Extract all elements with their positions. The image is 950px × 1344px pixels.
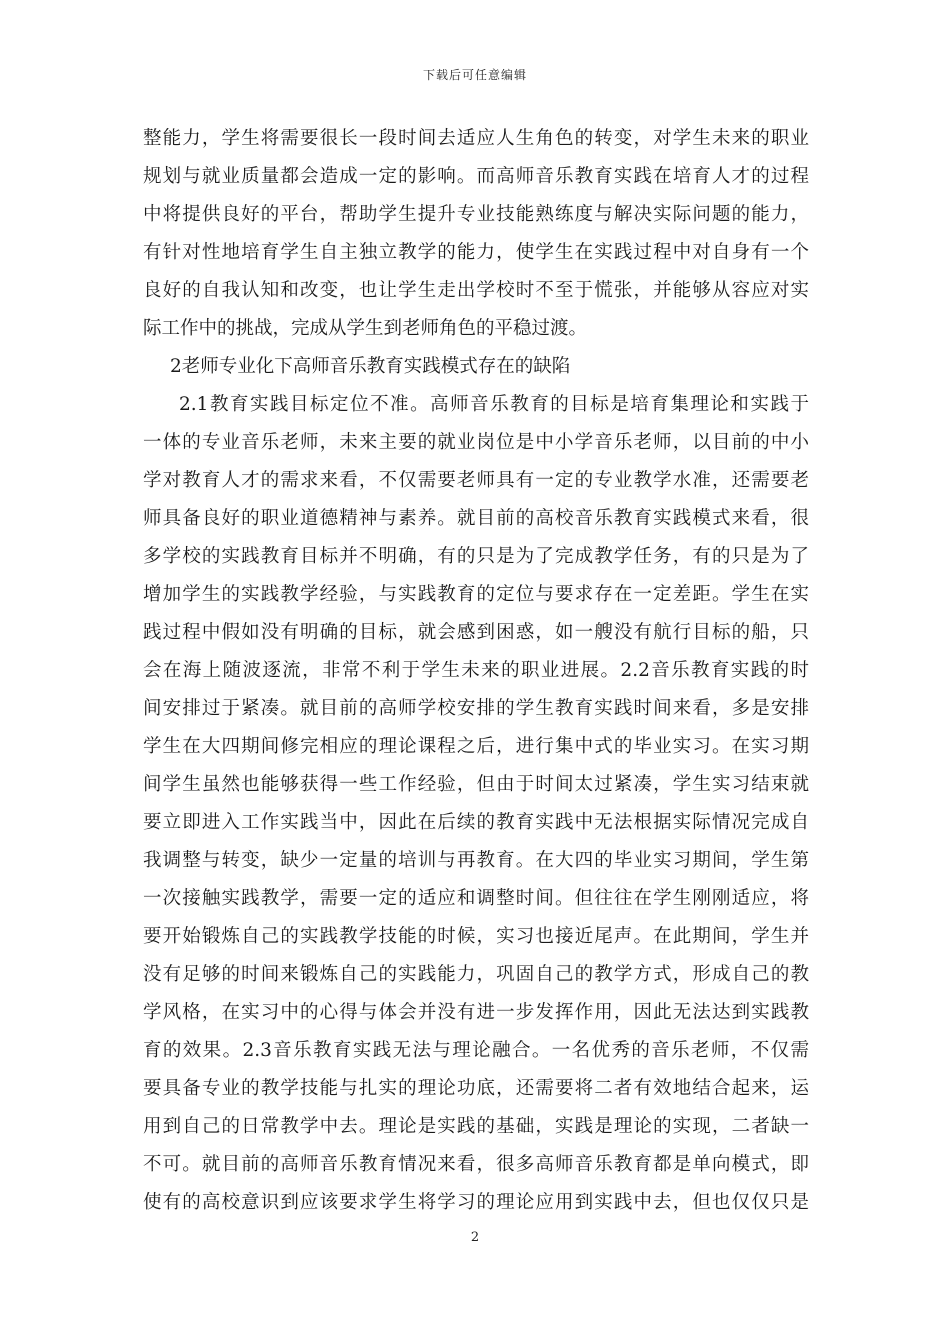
text-line: 践过程中假如没有明确的目标，就会感到困惑，如一艘没有航行目标的船，只: [143, 622, 809, 643]
text-line: 使有的高校意识到应该要求学生将学习的理论应用到实践中去，但也仅仅只是: [143, 1192, 809, 1213]
text-line: 学生在大四期间修完相应的理论课程之后，进行集中式的毕业实习。在实习期: [143, 736, 809, 757]
text-line: 规划与就业质量都会造成一定的影响。而高师音乐教育实践在培育人才的过程: [143, 166, 809, 187]
text-line: 育的效果。2.3音乐教育实践无法与理论融合。一名优秀的音乐老师，不仅需: [143, 1040, 809, 1061]
text-line: 多学校的实践教育目标并不明确，有的只是为了完成教学任务，有的只是为了: [143, 546, 809, 567]
text-line: 际工作中的挑战，完成从学生到老师角色的平稳过渡。: [143, 318, 588, 339]
text-line: 良好的自我认知和改变，也让学生走出学校时不至于慌张，并能够从容应对实: [143, 280, 809, 301]
text-line: 学风格，在实习中的心得与体会并没有进一步发挥作用，因此无法达到实践教: [143, 1002, 809, 1023]
text-line: 一次接触实践教学，需要一定的适应和调整时间。但往往在学生刚刚适应，将: [143, 888, 809, 909]
text-line: 增加学生的实践教学经验，与实践教育的定位与要求存在一定差距。学生在实: [143, 584, 809, 605]
text-line: 中将提供良好的平台，帮助学生提升专业技能熟练度与解决实际问题的能力，: [143, 204, 809, 225]
text-line: 师具备良好的职业道德精神与素养。就目前的高校音乐教育实践模式来看，很: [143, 508, 809, 529]
text-line: 整能力，学生将需要很长一段时间去适应人生角色的转变，对学生未来的职业: [143, 128, 809, 149]
text-line: 用到自己的日常教学中去。理论是实践的基础，实践是理论的实现，二者缺一: [143, 1116, 809, 1137]
text-line: 2.1教育实践目标定位不准。高师音乐教育的目标是培育集理论和实践于: [179, 394, 809, 415]
document-body: [143, 120, 809, 1222]
text-line: 有针对性地培育学生自主独立教学的能力，使学生在实践过程中对自身有一个: [143, 242, 809, 263]
text-line: 没有足够的时间来锻炼自己的实践能力，巩固自己的教学方式，形成自己的教: [143, 964, 809, 985]
text-line: 间学生虽然也能够获得一些工作经验，但由于时间太过紧凑，学生实习结束就: [143, 774, 809, 795]
page-header: 下载后可任意编辑: [422, 68, 527, 82]
text-line: 不可。就目前的高师音乐教育情况来看，很多高师音乐教育都是单向模式，即: [143, 1154, 809, 1175]
text-line: 我调整与转变，缺少一定量的培训与再教育。在大四的毕业实习期间，学生第: [143, 850, 809, 871]
text-line: 要具备专业的教学技能与扎实的理论功底，还需要将二者有效地结合起来，运: [143, 1078, 809, 1099]
text-line: 会在海上随波逐流，非常不利于学生未来的职业进展。2.2音乐教育实践的时: [143, 660, 809, 681]
text-line: 学对教育人才的需求来看，不仅需要老师具有一定的专业教学水准，还需要老: [143, 470, 809, 491]
section-heading: 2老师专业化下高师音乐教育实践模式存在的缺陷: [170, 356, 571, 377]
text-line: 要开始锻炼自己的实践教学技能的时候，实习也接近尾声。在此期间，学生并: [143, 926, 809, 947]
page-number: 2: [470, 1230, 480, 1245]
text-line: 一体的专业音乐老师，未来主要的就业岗位是中小学音乐老师，以目前的中小: [143, 432, 809, 453]
text-line: 间安排过于紧凑。就目前的高师学校安排的学生教育实践时间来看，多是安排: [143, 698, 809, 719]
text-line: 要立即进入工作实践当中，因此在后续的教育实践中无法根据实际情况完成自: [143, 812, 809, 833]
